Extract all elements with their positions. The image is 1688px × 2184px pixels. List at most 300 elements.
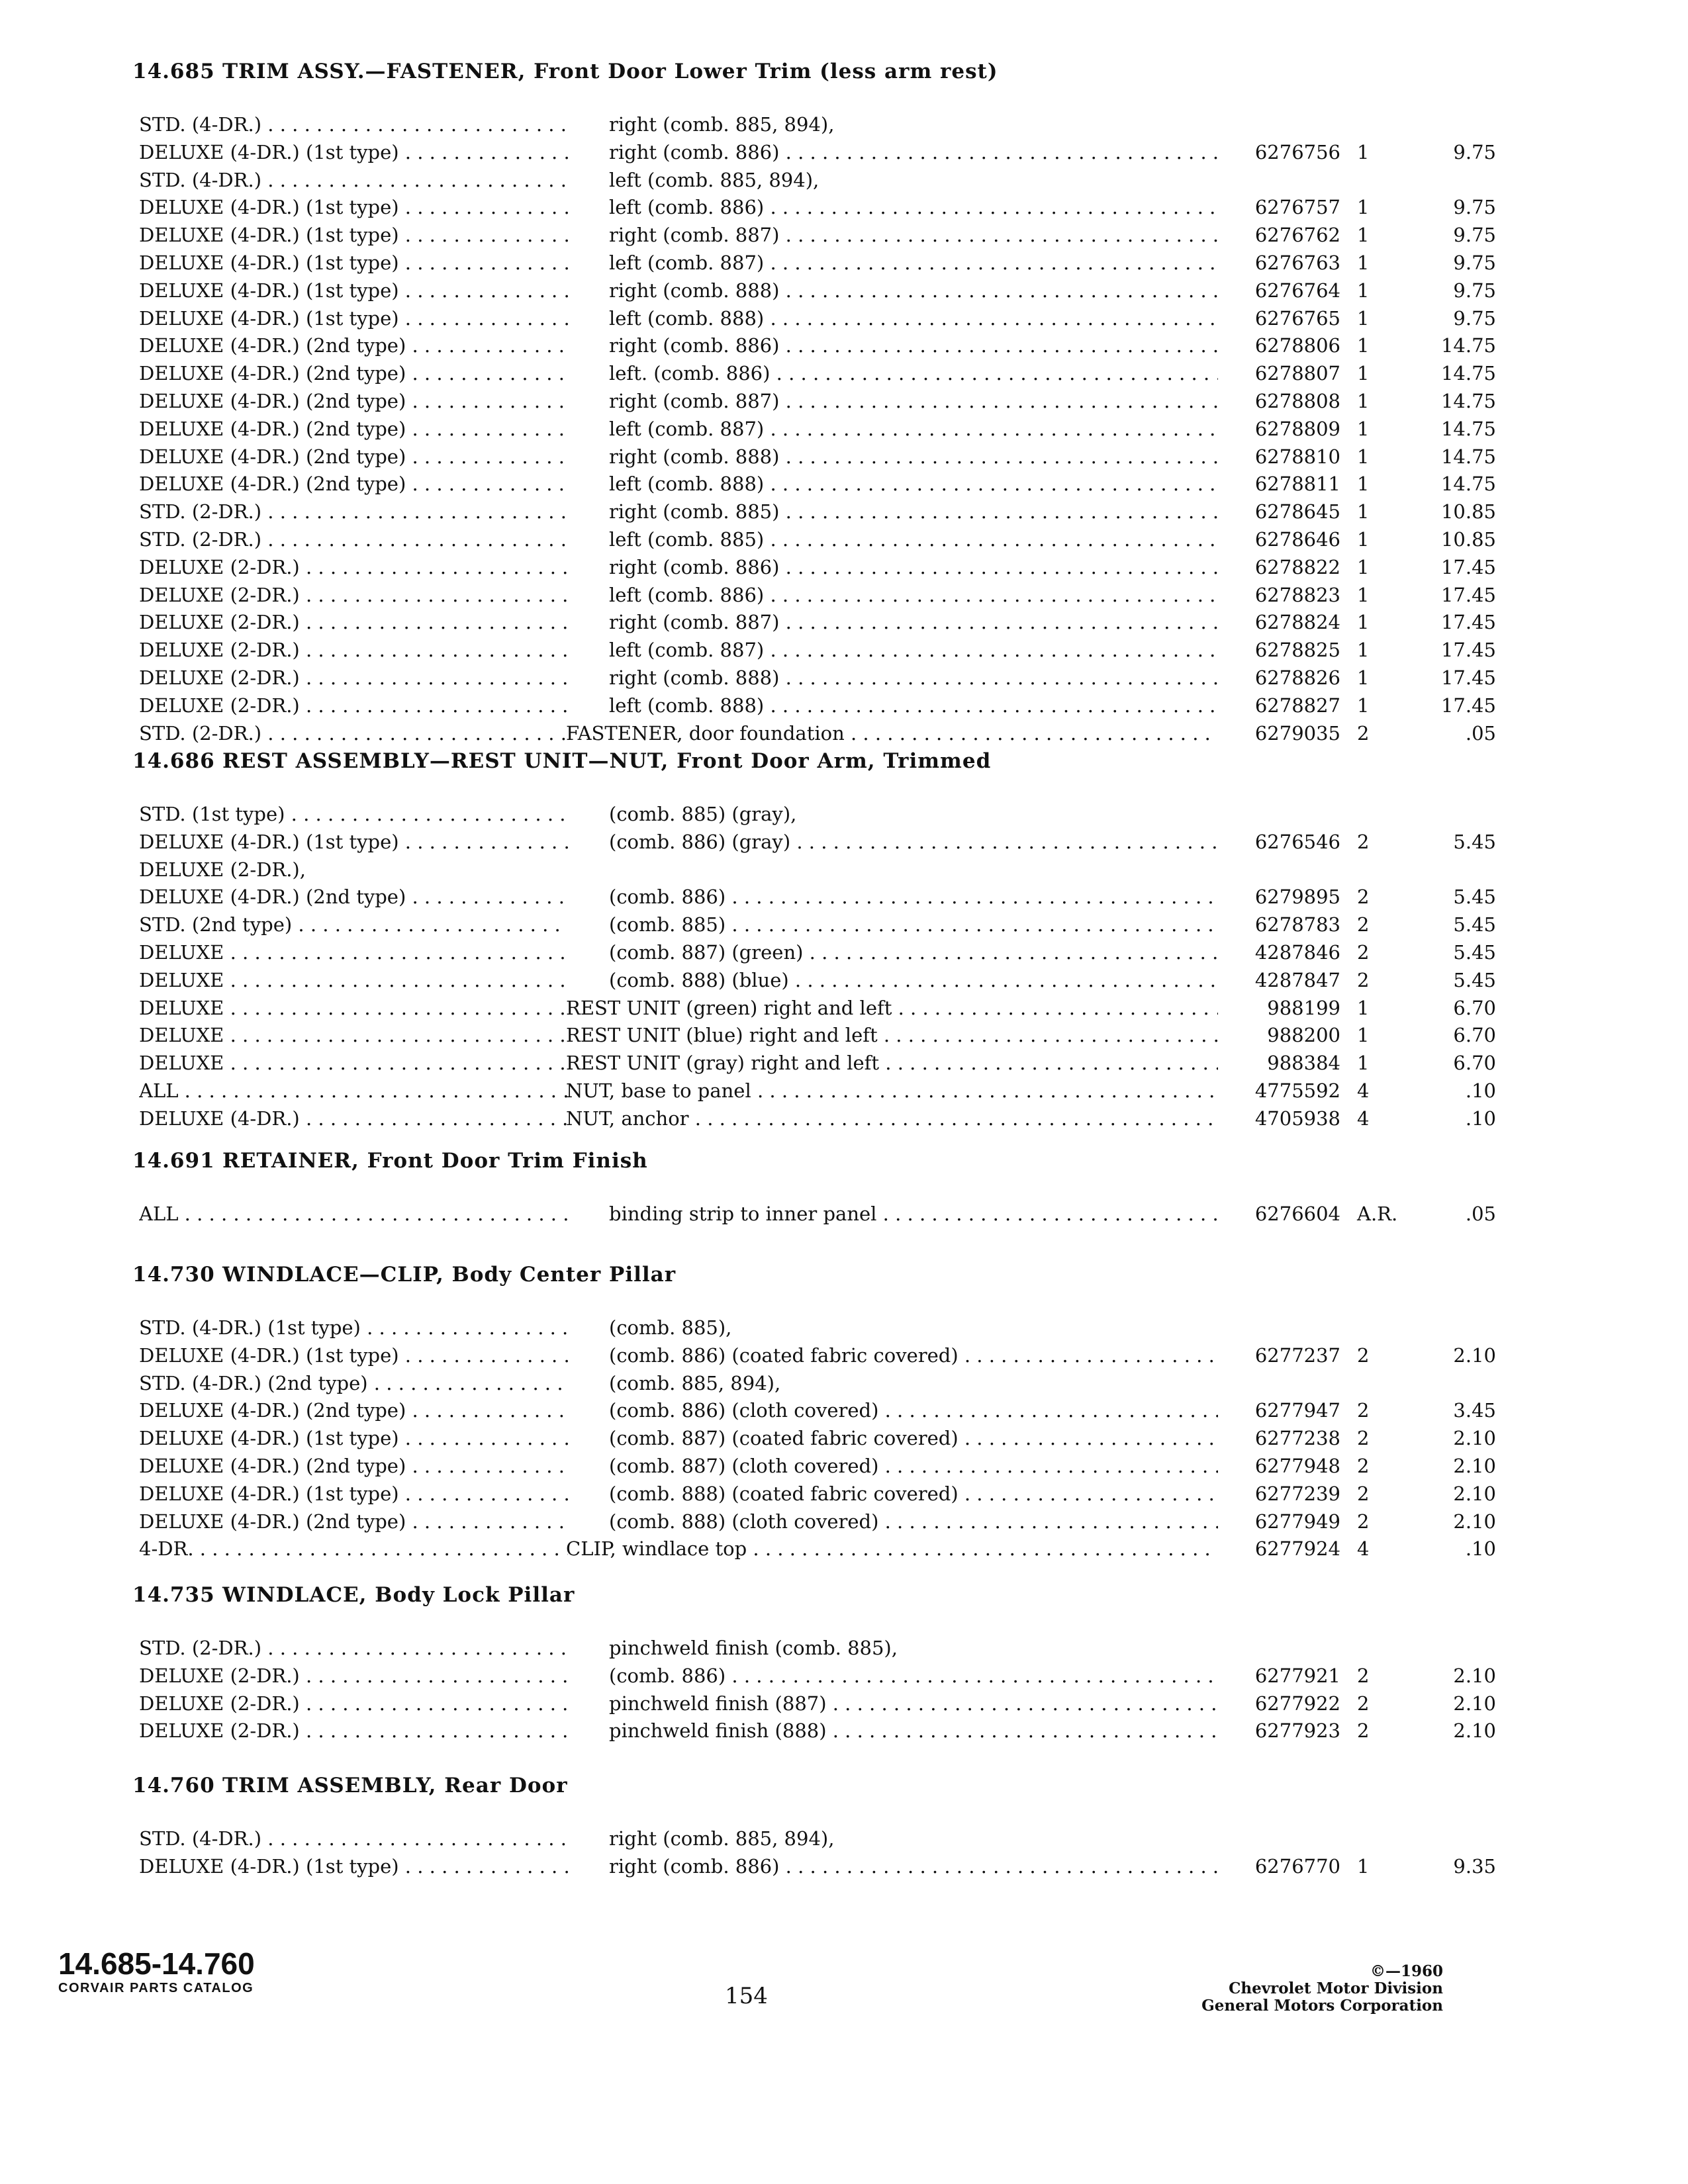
section-title: TRIM ASSY.—FASTENER, Front Door Lower Trim (less arm rest) bbox=[222, 60, 998, 83]
price: 9.35 bbox=[1453, 1854, 1496, 1878]
model-text: 4-DR. bbox=[139, 1537, 194, 1561]
footer-catalog-name: CORVAIR PARTS CATALOG bbox=[58, 1981, 254, 1995]
parts-row bbox=[132, 884, 1496, 911]
section-title: WINDLACE—CLIP, Body Center Pillar bbox=[222, 1263, 677, 1287]
model-text: DELUXE (2-DR.) bbox=[139, 1719, 300, 1743]
quantity: 2 bbox=[1357, 1399, 1370, 1422]
quantity: 2 bbox=[1357, 721, 1370, 745]
parts-row bbox=[132, 471, 1496, 498]
leader-dots bbox=[300, 1719, 568, 1742]
price: .05 bbox=[1465, 721, 1496, 745]
description-text: left. (comb. 886) bbox=[609, 362, 771, 385]
section-heading bbox=[132, 747, 1377, 776]
leader-dots bbox=[406, 1455, 568, 1477]
part-number: 6278823 bbox=[1254, 583, 1340, 606]
leader-dots bbox=[959, 1427, 1218, 1449]
part-number: 6278807 bbox=[1254, 362, 1340, 385]
parts-row bbox=[132, 1508, 1496, 1536]
parts-row bbox=[132, 554, 1496, 582]
leader-dots bbox=[878, 1399, 1218, 1422]
section-heading bbox=[132, 57, 1377, 86]
model-cell bbox=[139, 471, 568, 498]
description-cell bbox=[609, 471, 1218, 498]
description-cell bbox=[609, 250, 1218, 277]
parts-row bbox=[132, 526, 1496, 554]
quantity: 1 bbox=[1357, 362, 1370, 385]
model-cell bbox=[139, 856, 568, 884]
leader-dots bbox=[194, 1537, 568, 1560]
description-text: (comb. 886) (gray) bbox=[609, 830, 791, 853]
description-cell bbox=[609, 1370, 1218, 1398]
leader-dots bbox=[764, 584, 1218, 606]
description-text: FASTENER, door foundation bbox=[566, 721, 845, 745]
leader-dots bbox=[399, 251, 568, 274]
price: 6.70 bbox=[1453, 1052, 1496, 1075]
part-number: 6278783 bbox=[1254, 913, 1340, 936]
model-cell bbox=[139, 664, 568, 692]
leader-dots bbox=[959, 1344, 1218, 1367]
part-number: 6276546 bbox=[1254, 830, 1340, 853]
price: 17.45 bbox=[1440, 583, 1496, 606]
price: 14.75 bbox=[1440, 473, 1496, 496]
description-cell bbox=[609, 1717, 1218, 1745]
leader-dots bbox=[300, 611, 568, 633]
part-number: 988384 bbox=[1267, 1052, 1340, 1075]
description-text: pinchweld finish (comb. 885), bbox=[609, 1637, 898, 1659]
section-title: REST ASSEMBLY—REST UNIT—NUT, Front Door Arm, Trimmed bbox=[222, 749, 992, 773]
model-text: DELUXE bbox=[139, 1052, 224, 1075]
description-cell bbox=[609, 194, 1218, 222]
leader-dots bbox=[726, 886, 1218, 908]
quantity: 2 bbox=[1357, 940, 1370, 964]
model-cell bbox=[139, 305, 568, 333]
leader-dots bbox=[764, 528, 1218, 551]
description-cell bbox=[609, 1453, 1218, 1480]
model-cell bbox=[139, 167, 568, 195]
price: 14.75 bbox=[1440, 389, 1496, 412]
model-cell bbox=[139, 1077, 568, 1105]
description-text: (comb. 888) (blue) bbox=[609, 968, 789, 991]
leader-dots bbox=[779, 666, 1218, 689]
description-cell bbox=[609, 1480, 1218, 1508]
parts-row bbox=[132, 250, 1496, 277]
model-cell bbox=[139, 911, 568, 939]
leader-dots bbox=[261, 169, 568, 191]
model-cell bbox=[139, 1662, 568, 1690]
description-text: (comb. 885) (gray), bbox=[609, 803, 797, 825]
leader-dots bbox=[747, 1537, 1218, 1560]
price: 10.85 bbox=[1440, 527, 1496, 551]
model-cell bbox=[139, 498, 568, 526]
part-number: 6276762 bbox=[1254, 224, 1340, 247]
price: 9.75 bbox=[1453, 306, 1496, 330]
description-cell bbox=[609, 1508, 1218, 1536]
price: 6.70 bbox=[1453, 1024, 1496, 1047]
price: 2.10 bbox=[1453, 1664, 1496, 1687]
model-text: DELUXE (4-DR.) (2nd type) bbox=[139, 1510, 406, 1533]
description-cell bbox=[609, 939, 1218, 967]
price: 14.75 bbox=[1440, 334, 1496, 357]
description-text: (comb. 885) bbox=[609, 913, 726, 936]
model-text: STD. (4-DR.) (1st type) bbox=[139, 1316, 361, 1339]
leader-dots bbox=[300, 1664, 568, 1687]
parts-row bbox=[132, 194, 1496, 222]
description-text: (comb. 885, 894), bbox=[609, 1371, 781, 1394]
model-text: DELUXE (4-DR.) (2nd type) bbox=[139, 1454, 406, 1477]
model-cell bbox=[139, 1535, 568, 1563]
description-text: right (comb. 887) bbox=[609, 611, 780, 634]
quantity: 1 bbox=[1357, 1052, 1370, 1075]
parts-row bbox=[132, 1077, 1496, 1105]
price: 2.10 bbox=[1453, 1343, 1496, 1367]
leader-dots bbox=[779, 611, 1218, 633]
description-cell bbox=[609, 664, 1218, 692]
parts-row bbox=[132, 277, 1496, 305]
quantity: 1 bbox=[1357, 639, 1370, 662]
leader-dots bbox=[406, 334, 568, 357]
model-text: DELUXE bbox=[139, 996, 224, 1019]
model-cell bbox=[139, 582, 568, 610]
part-number: 6278811 bbox=[1254, 473, 1340, 496]
leader-dots bbox=[779, 500, 1218, 523]
model-cell bbox=[139, 250, 568, 277]
model-cell bbox=[139, 1105, 568, 1133]
parts-rows bbox=[132, 1314, 1496, 1563]
model-text: DELUXE (4-DR.) (1st type) bbox=[139, 279, 399, 302]
description-text: (comb. 885), bbox=[609, 1316, 732, 1339]
parts-row bbox=[132, 222, 1496, 250]
leader-dots bbox=[876, 1203, 1218, 1225]
description-cell bbox=[609, 609, 1218, 637]
part-number: 6277923 bbox=[1254, 1719, 1340, 1743]
model-cell bbox=[139, 1690, 568, 1718]
description-text: left (comb. 887) bbox=[609, 639, 765, 662]
description-text: right (comb. 885) bbox=[609, 500, 780, 523]
model-text: DELUXE (4-DR.) (1st type) bbox=[139, 306, 399, 330]
model-text: DELUXE (2-DR.) bbox=[139, 1692, 300, 1715]
model-text: DELUXE (4-DR.) (2nd type) bbox=[139, 334, 406, 357]
description-cell bbox=[609, 1201, 1218, 1228]
parts-row bbox=[132, 111, 1377, 139]
model-cell bbox=[139, 1480, 568, 1508]
part-number: 6278822 bbox=[1254, 555, 1340, 578]
description-text: left (comb. 886) bbox=[609, 196, 765, 219]
model-cell bbox=[139, 443, 568, 471]
leader-dots bbox=[368, 1372, 568, 1394]
section-heading bbox=[132, 1260, 1377, 1289]
model-cell bbox=[139, 332, 568, 360]
model-text: DELUXE (2-DR.) bbox=[139, 666, 300, 689]
quantity: 4 bbox=[1357, 1107, 1370, 1130]
description-cell bbox=[566, 995, 1218, 1023]
model-cell bbox=[139, 1342, 568, 1370]
price: 10.85 bbox=[1440, 500, 1496, 523]
model-text: STD. (1st type) bbox=[139, 803, 285, 825]
parts-row bbox=[132, 1635, 1377, 1662]
leader-dots bbox=[779, 390, 1218, 412]
description-cell bbox=[609, 637, 1218, 664]
description-text: (comb. 887) (green) bbox=[609, 940, 804, 964]
model-cell bbox=[139, 1717, 568, 1745]
model-text: DELUXE (2-DR.) bbox=[139, 555, 300, 578]
description-cell bbox=[566, 1022, 1218, 1050]
model-cell bbox=[139, 1050, 568, 1077]
part-number: 6277949 bbox=[1254, 1510, 1340, 1533]
description-text: (comb. 888) (coated fabric covered) bbox=[609, 1482, 959, 1505]
model-text: DELUXE (4-DR.) (1st type) bbox=[139, 1854, 399, 1878]
model-text: STD. (4-DR.) bbox=[139, 1827, 262, 1850]
quantity: 1 bbox=[1357, 583, 1370, 606]
description-text: (comb. 887) (cloth covered) bbox=[609, 1454, 879, 1477]
quantity: 2 bbox=[1357, 1664, 1370, 1687]
model-cell bbox=[139, 222, 568, 250]
description-cell bbox=[609, 332, 1218, 360]
leader-dots bbox=[726, 913, 1218, 936]
parts-row bbox=[132, 388, 1496, 416]
section-heading bbox=[132, 1771, 1377, 1800]
leader-dots bbox=[879, 1052, 1218, 1074]
description-cell bbox=[609, 554, 1218, 582]
parts-row bbox=[132, 1853, 1496, 1881]
corporation-line: General Motors Corporation bbox=[1201, 1997, 1443, 2015]
quantity: 1 bbox=[1357, 389, 1370, 412]
leader-dots bbox=[285, 803, 568, 825]
model-cell bbox=[139, 1508, 568, 1536]
part-number: 988200 bbox=[1267, 1024, 1340, 1047]
part-number: 6277238 bbox=[1254, 1427, 1340, 1450]
price: 9.75 bbox=[1453, 140, 1496, 163]
description-cell bbox=[609, 692, 1218, 720]
catalog-section bbox=[132, 1260, 1496, 1563]
model-cell bbox=[139, 416, 568, 443]
leader-dots bbox=[779, 279, 1218, 302]
leader-dots bbox=[726, 1664, 1218, 1687]
description-cell bbox=[566, 1050, 1218, 1077]
leader-dots bbox=[779, 224, 1218, 246]
model-text: DELUXE (4-DR.) (1st type) bbox=[139, 140, 399, 163]
model-text: DELUXE (4-DR.) (1st type) bbox=[139, 830, 399, 853]
footer-section-range: 14.685-14.760 bbox=[58, 1946, 255, 1981]
description-cell bbox=[609, 222, 1218, 250]
parts-row bbox=[132, 1397, 1496, 1425]
parts-row bbox=[132, 995, 1496, 1023]
description-cell bbox=[609, 582, 1218, 610]
leader-dots bbox=[300, 694, 568, 717]
parts-row bbox=[132, 1425, 1496, 1453]
parts-rows bbox=[132, 1201, 1496, 1228]
quantity: 2 bbox=[1357, 1482, 1370, 1505]
description-text: right (comb. 886) bbox=[609, 334, 780, 357]
leader-dots bbox=[399, 1344, 568, 1367]
leader-dots bbox=[779, 141, 1218, 163]
description-text: (comb. 887) (coated fabric covered) bbox=[609, 1427, 959, 1450]
part-number: 988199 bbox=[1267, 996, 1340, 1019]
leader-dots bbox=[399, 224, 568, 246]
leader-dots bbox=[261, 113, 568, 136]
model-cell bbox=[139, 1853, 568, 1881]
leader-dots bbox=[300, 1107, 568, 1130]
leader-dots bbox=[779, 556, 1218, 578]
description-cell bbox=[609, 1397, 1218, 1425]
price: 5.45 bbox=[1453, 913, 1496, 936]
description-text: right (comb. 886) bbox=[609, 555, 780, 578]
quantity: 1 bbox=[1357, 555, 1370, 578]
price: 5.45 bbox=[1453, 940, 1496, 964]
part-number: 6277921 bbox=[1254, 1664, 1340, 1687]
price: 9.75 bbox=[1453, 279, 1496, 302]
model-text: DELUXE bbox=[139, 940, 224, 964]
part-number: 6276763 bbox=[1254, 251, 1340, 274]
price: 9.75 bbox=[1453, 196, 1496, 219]
model-text: DELUXE (4-DR.) (1st type) bbox=[139, 196, 399, 219]
leader-dots bbox=[406, 390, 568, 412]
model-text: DELUXE (4-DR.) (1st type) bbox=[139, 1427, 399, 1450]
price: 17.45 bbox=[1440, 639, 1496, 662]
description-cell bbox=[609, 829, 1218, 856]
model-cell bbox=[139, 526, 568, 554]
model-text: STD. (4-DR.) (2nd type) bbox=[139, 1371, 368, 1394]
parts-row bbox=[132, 498, 1496, 526]
model-text: DELUXE (4-DR.) (2nd type) bbox=[139, 389, 406, 412]
description-text: right (comb. 886) bbox=[609, 1854, 780, 1878]
leader-dots bbox=[361, 1316, 568, 1339]
model-cell bbox=[139, 139, 568, 167]
description-text: left (comb. 888) bbox=[609, 694, 765, 717]
quantity: 1 bbox=[1357, 306, 1370, 330]
model-text: DELUXE (2-DR.) bbox=[139, 583, 300, 606]
description-text: REST UNIT (green) right and left bbox=[566, 996, 892, 1019]
leader-dots bbox=[779, 445, 1218, 468]
leader-dots bbox=[224, 1052, 568, 1074]
catalog-section bbox=[132, 1771, 1496, 1881]
description-cell bbox=[609, 416, 1218, 443]
part-number: 6278825 bbox=[1254, 639, 1340, 662]
part-number: 6277239 bbox=[1254, 1482, 1340, 1505]
page-number: 154 bbox=[725, 1983, 768, 2009]
quantity: A.R. bbox=[1357, 1203, 1398, 1225]
model-cell bbox=[139, 692, 568, 720]
parts-row bbox=[132, 1480, 1496, 1508]
leader-dots bbox=[406, 1510, 568, 1533]
description-text: left (comb. 885) bbox=[609, 527, 765, 551]
section-number: 14.685 bbox=[132, 60, 215, 83]
price: 2.10 bbox=[1453, 1454, 1496, 1477]
parts-row bbox=[132, 967, 1496, 995]
leader-dots bbox=[399, 196, 568, 218]
leader-dots bbox=[224, 941, 568, 964]
price: 17.45 bbox=[1440, 666, 1496, 689]
part-number: 6278806 bbox=[1254, 334, 1340, 357]
leader-dots bbox=[300, 584, 568, 606]
leader-dots bbox=[764, 418, 1218, 440]
description-text: NUT, anchor bbox=[566, 1107, 689, 1130]
model-cell bbox=[139, 1635, 568, 1662]
parts-row bbox=[132, 1453, 1496, 1480]
model-text: STD. (2-DR.) bbox=[139, 500, 262, 523]
leader-dots bbox=[399, 1855, 568, 1878]
section-number: 14.735 bbox=[132, 1583, 215, 1607]
section-title: RETAINER, Front Door Trim Finish bbox=[222, 1149, 648, 1173]
model-text: ALL bbox=[139, 1203, 179, 1225]
quantity: 1 bbox=[1357, 279, 1370, 302]
leader-dots bbox=[751, 1079, 1218, 1102]
model-text: STD. (2nd type) bbox=[139, 913, 293, 936]
part-number: 6278810 bbox=[1254, 445, 1340, 468]
leader-dots bbox=[261, 500, 568, 523]
description-text: left (comb. 887) bbox=[609, 251, 765, 274]
model-cell bbox=[139, 111, 568, 139]
leader-dots bbox=[959, 1482, 1218, 1505]
section-number: 14.730 bbox=[132, 1263, 215, 1287]
leader-dots bbox=[399, 1427, 568, 1449]
quantity: 1 bbox=[1357, 996, 1370, 1019]
description-text: left (comb. 885, 894), bbox=[609, 168, 820, 191]
part-number: 4705938 bbox=[1254, 1107, 1340, 1130]
leader-dots bbox=[689, 1107, 1218, 1130]
quantity: 1 bbox=[1357, 224, 1370, 247]
quantity: 1 bbox=[1357, 1854, 1370, 1878]
parts-row bbox=[132, 1105, 1496, 1133]
section-title: TRIM ASSEMBLY, Rear Door bbox=[222, 1774, 568, 1797]
leader-dots bbox=[300, 556, 568, 578]
parts-row bbox=[132, 1717, 1496, 1745]
description-text: pinchweld finish (887) bbox=[609, 1692, 827, 1715]
model-cell bbox=[139, 1425, 568, 1453]
model-cell bbox=[139, 609, 568, 637]
description-cell bbox=[609, 1425, 1218, 1453]
description-cell bbox=[609, 1314, 1218, 1342]
part-number: 6278808 bbox=[1254, 389, 1340, 412]
price: 2.10 bbox=[1453, 1719, 1496, 1743]
price: 5.45 bbox=[1453, 968, 1496, 991]
model-text: DELUXE (4-DR.) (1st type) bbox=[139, 251, 399, 274]
parts-row bbox=[132, 1370, 1377, 1398]
leader-dots bbox=[845, 722, 1218, 745]
leader-dots bbox=[224, 997, 568, 1019]
model-text: DELUXE (4-DR.) (1st type) bbox=[139, 1343, 399, 1367]
parts-row bbox=[132, 637, 1496, 664]
price: 2.10 bbox=[1453, 1510, 1496, 1533]
model-cell bbox=[139, 277, 568, 305]
quantity: 1 bbox=[1357, 694, 1370, 717]
model-text: DELUXE (4-DR.) (2nd type) bbox=[139, 417, 406, 440]
description-cell bbox=[609, 884, 1218, 911]
quantity: 2 bbox=[1357, 968, 1370, 991]
model-text: ALL bbox=[139, 1079, 179, 1102]
leader-dots bbox=[764, 307, 1218, 330]
quantity: 1 bbox=[1357, 196, 1370, 219]
catalog-section bbox=[132, 1580, 1496, 1745]
leader-dots bbox=[790, 831, 1218, 853]
section-heading bbox=[132, 1146, 1377, 1175]
part-number: 6277924 bbox=[1254, 1537, 1340, 1561]
description-cell bbox=[609, 1825, 1218, 1853]
parts-row bbox=[132, 1050, 1496, 1077]
model-cell bbox=[139, 720, 568, 748]
model-text: DELUXE (4-DR.) (2nd type) bbox=[139, 445, 406, 468]
parts-row bbox=[132, 911, 1496, 939]
model-cell bbox=[139, 1453, 568, 1480]
description-cell bbox=[609, 1853, 1218, 1881]
model-cell bbox=[139, 637, 568, 664]
quantity: 2 bbox=[1357, 1719, 1370, 1743]
description-text: NUT, base to panel bbox=[566, 1079, 751, 1102]
part-number: 6277948 bbox=[1254, 1454, 1340, 1477]
description-text: (comb. 886) (cloth covered) bbox=[609, 1399, 879, 1422]
model-cell bbox=[139, 884, 568, 911]
model-cell bbox=[139, 1314, 568, 1342]
section-number: 14.686 bbox=[132, 749, 215, 773]
